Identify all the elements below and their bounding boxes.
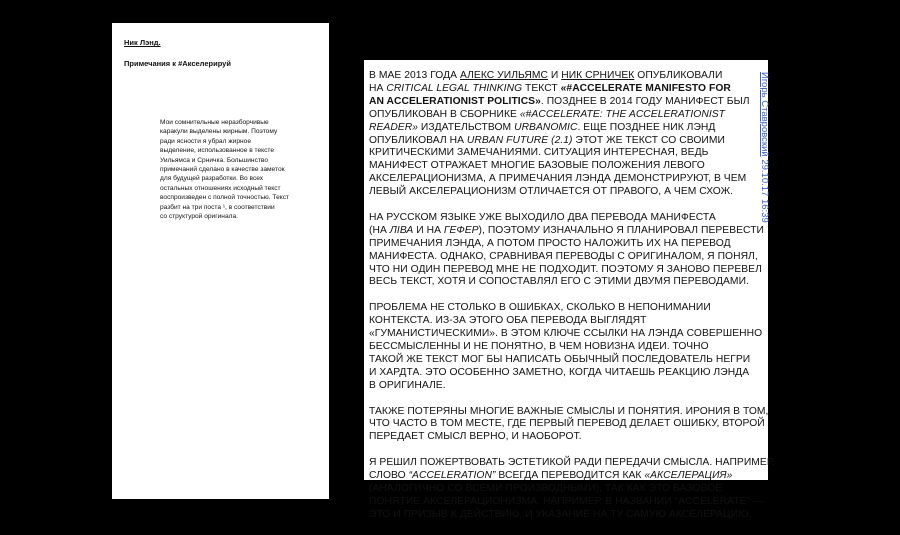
text-line: КОНТЕКСТА. ИЗ-ЗА ЭТОГО ОБА ПЕРЕВОДА ВЫГЛЯДЯТ <box>369 315 647 327</box>
intro-note-line: примечаний сделано в качестве заметок <box>160 166 285 174</box>
text-line <box>369 96 754 109</box>
paragraph-3 <box>369 302 763 392</box>
text-line <box>369 83 754 96</box>
text-line <box>369 224 764 238</box>
text-span: ЭТОТ ЖЕ ТЕКСТ СО СВОИМИ <box>572 134 725 146</box>
publication-name: ЛІВА <box>389 224 414 236</box>
term: «АКСЕЛЕРАЦИЯ» <box>644 470 733 482</box>
publication-name: ГЕФЕР <box>443 224 479 236</box>
text-span: . ПОЗДНЕЕ В 2014 ГОДУ МАНИФЕСТ БЫЛ <box>540 95 750 107</box>
author-name[interactable]: Ник Лэнд. <box>124 38 161 47</box>
text-span: ), ПОЭТОМУ ИЗНАЧАЛЬНО Я ПЛАНИРОВАЛ ПЕРЕВЕСТИ <box>478 224 764 236</box>
publication-name: URBAN FUTURE (2.1) <box>466 134 573 146</box>
intro-note-line: ради ясности я убрал жирное <box>160 137 252 145</box>
left-page <box>112 23 329 499</box>
text-span: ИЗДАТЕЛЬСТВОМ <box>418 121 515 133</box>
text-span: СЛОВО <box>369 470 409 482</box>
text-line: КРИТИЧЕСКИМИ ЗАМЕЧАНИЯМИ. СИТУАЦИЯ ИНТЕРЕСНАЯ, ВЕДЬ <box>369 147 709 159</box>
intro-note <box>160 118 320 221</box>
text-span: В МАЕ 2013 ГОДА <box>369 70 460 81</box>
intro-note-line: каракули выделены жирным. Поэтому <box>160 128 278 136</box>
text-line: ТАКОЙ ЖЕ ТЕКСТ МОГ БЫ НАПИСАТЬ ОБЫЧНЫЙ ПОСЛЕДОВАТЕЛЬ НЕГРИ <box>369 353 751 365</box>
text-span: ВСЕГДА ПЕРЕВОДИТСЯ КАК <box>495 470 645 482</box>
paragraph-1 <box>369 70 754 199</box>
paragraph-5 <box>369 457 775 522</box>
text-line: Я РЕШИЛ ПОЖЕРТВОВАТЬ ЭСТЕТИКОЙ РАДИ ПЕРЕДАЧИ СМЫСЛА. НАПРИМЕР, <box>369 457 775 469</box>
collection-title: «#ACCELERATE: THE ACCELERATIONIST <box>519 108 726 120</box>
manifesto-title: AN ACCELERATIONIST POLITICS» <box>369 95 541 107</box>
text-line: ЛЕВЫЙ АКСЕЛЕРАЦИОНИЗМ ОТЛИЧАЕТСЯ ОТ ПРАВОГО, А ЧЕМ СХОЖ. <box>369 186 734 198</box>
link-alex-williams[interactable]: АЛЕКС УИЛЬЯМС <box>459 70 548 81</box>
text-line <box>369 470 754 483</box>
text-line <box>369 135 754 148</box>
text-line: БЕССМЫСЛЕННЫ И НЕ ПОНЯТНО, В ЧЕМ НОВИЗНА ИДЕИ. ТОЧНО <box>369 341 709 352</box>
text-span: НА <box>369 82 387 94</box>
link-nick-srnicek[interactable]: НИК СРНИЧЕК <box>561 70 635 81</box>
text-line: МАНИФЕСТ ОТРАЖАЕТ МНОГИЕ БАЗОВЫЕ ПОЛОЖЕНИЯ ЛЕВОГО <box>369 160 705 172</box>
byline <box>759 72 770 223</box>
text-span: ОПУБЛИКОВАЛ НА <box>369 134 467 146</box>
text-line: ЭТО И ПРИЗЫВ К ДЕЙСТВИЮ, И УКАЗАНИЕ НА ТУ САМУЮ АКСЕЛЕРАЦИЮ. <box>369 508 752 520</box>
intro-note-line: Мои сомнительные неразборчивые <box>160 119 269 126</box>
paragraph-2 <box>369 211 764 289</box>
text-line: МАНИФЕСТА. ОДНАКО, СРАВНИВАЯ ПЕРЕВОДЫ С ОРИГИНАЛОМ, Я ПОНЯЛ, <box>369 250 758 262</box>
text-span: ТЕКСТ <box>522 82 561 94</box>
publication-name: CRITICAL LEGAL THINKING <box>386 82 523 94</box>
paragraph-4 <box>369 405 769 445</box>
intro-note-line: остальных отношениях исходный текст <box>160 184 281 192</box>
intro-note-line: выделение, использованное в тексте <box>160 147 275 155</box>
byline-author-link[interactable]: Игорь Ставровский <box>759 72 770 157</box>
text-line: ЧТО ЧАСТО В ТОМ МЕСТЕ, ГДЕ ПЕРВЫЙ ПЕРЕВОД ДЕЛАЕТ ОШИБКУ, ВТОРОЙ <box>369 418 765 430</box>
right-page <box>364 60 775 520</box>
byline-date: 29.10.17 16:39 <box>759 159 770 223</box>
publisher-name: URBANOMIC <box>514 121 578 133</box>
text-line: ПЕРЕДАЕТ СМЫСЛ ВЕРНО, И НАОБОРОТ. <box>369 431 582 443</box>
text-line: И ХАРДТА. ЭТО ОСОБЕННО ЗАМЕТНО, КОГДА ЧИТАЕШЬ РЕАКЦИЮ ЛЭНДА <box>369 366 750 378</box>
text-line <box>369 122 754 135</box>
text-line: (АНАЛОГИЧНО СО ВСЕМИ ПРОИЗВОДНЫМИ), ТАК КАК ЭТО БАЗОВОЕ <box>369 482 723 494</box>
text-line: ЧТО НИ ОДИН ПЕРЕВОД МНЕ НЕ ПОДХОДИТ. ПОЭТОМУ Я ЗАНОВО ПЕРЕВЕЛ <box>369 263 762 275</box>
text-span: ОПУБЛИКОВАЛИ <box>634 70 723 81</box>
text-line: «ГУМАНИСТИЧЕСКИМИ». В ЭТОМ КЛЮЧЕ ССЫЛКИ НА ЛЭНДА СОВЕРШЕННО <box>369 328 763 340</box>
text-line <box>369 70 754 83</box>
text-line: НА РУССКОМ ЯЗЫКЕ УЖЕ ВЫХОДИЛО ДВА ПЕРЕВОДА МАНИФЕСТА <box>369 211 716 223</box>
intro-note-line: воспроизведен с полной точностью. Текст <box>160 194 290 202</box>
manifesto-title: «#ACCELERATE MANIFESTO FOR <box>560 82 731 94</box>
text-span: (НА <box>369 224 390 236</box>
text-span: И НА <box>413 224 444 236</box>
intro-note-line: Уильямса и Срничка. Большинство <box>160 156 268 164</box>
intro-note-line: разбит на три поста ¹, в соответствии <box>160 203 275 211</box>
text-line: ПРИМЕЧАНИЯ ЛЭНДА, А ПОТОМ ПРОСТО НАЛОЖИТЬ ИХ НА ПЕРЕВОД <box>369 237 731 249</box>
intro-note-line: для будущей разработки. Во всех <box>160 175 264 183</box>
text-line <box>369 109 754 122</box>
text-line: В ОРИГИНАЛЕ. <box>369 379 446 391</box>
text-line: ПОНЯТИЕ АКСЕЛЕРАЦИОНИЗМА. НАПРИМЕР, В НАЗВАНИИ “ACCELERATE” — <box>369 495 764 507</box>
text-line: ТАКЖЕ ПОТЕРЯНЫ МНОГИЕ ВАЖНЫЕ СМЫСЛЫ И ПОНЯТИЯ. ИРОНИЯ В ТОМ, <box>369 405 769 417</box>
text-span: . ЕЩЕ ПОЗДНЕЕ НИК ЛЭНД <box>577 121 716 133</box>
text-span: И <box>547 70 562 81</box>
collection-title: READER» <box>369 121 418 133</box>
text-line: ПРОБЛЕМА НЕ СТОЛЬКО В ОШИБКАХ, СКОЛЬКО В НЕПОНИМАНИИ <box>369 302 711 314</box>
page-title: Примечания к #Акселерируй <box>124 59 231 68</box>
text-span: ОПУБЛИКОВАН В СБОРНИКЕ <box>369 108 520 120</box>
intro-note-line: со структурой оригинала. <box>160 213 238 221</box>
text-line: АКСЕЛЕРАЦИОНИЗМА, А ПРИМЕЧАНИЯ ЛЭНДА ДЕМОНСТРИРУЮТ, В ЧЕМ <box>369 173 747 185</box>
term: “ACCELERATION” <box>408 470 496 482</box>
text-line: ВЕСЬ ТЕКСТ, ХОТЯ И СОПОСТАВЛЯЛ ЕГО С ЭТИМИ ДВУМЯ ПЕРЕВОДАМИ. <box>369 276 749 288</box>
